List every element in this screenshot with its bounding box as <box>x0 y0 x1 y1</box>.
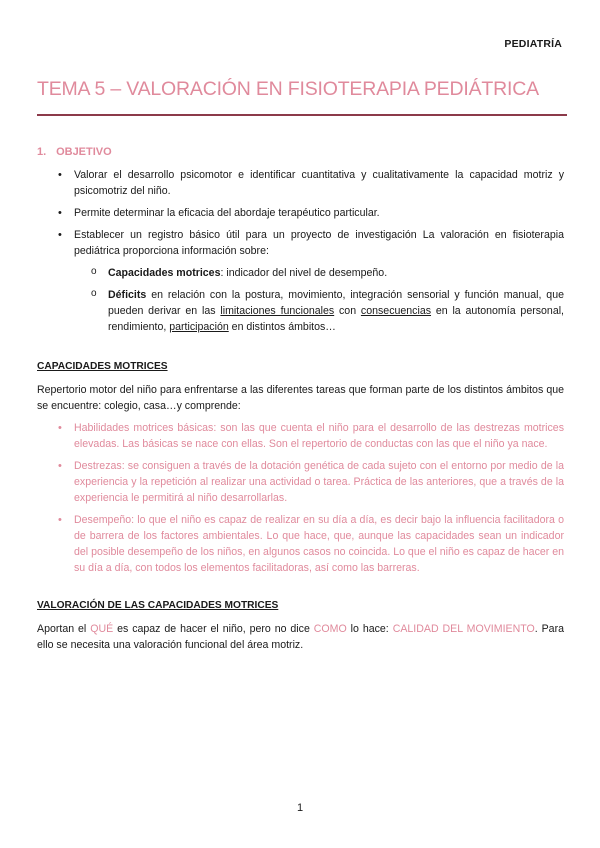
underlined-term: consecuencias <box>360 305 432 317</box>
valoracion-paragraph <box>37 621 564 653</box>
sublist-item <box>74 265 564 281</box>
objetivo-heading-text: OBJETIVO <box>56 146 112 158</box>
term: Habilidades motrices básicas <box>74 422 214 434</box>
list-item: • Permite determinar la eficacia del abordaje terapéutico particular. <box>37 205 564 221</box>
underlined-term: limitaciones funcionales <box>220 305 335 317</box>
objetivo-number: 1. <box>37 146 47 158</box>
course-header: PEDIATRÍA <box>504 38 562 50</box>
sub-text: en distintos ámbitos… <box>228 321 336 333</box>
text: lo hace: <box>346 623 393 635</box>
page-title: TEMA 5 – VALORACIÓN EN FISIOTERAPIA PEDIÁTRICA <box>37 78 539 100</box>
list-item-text: Establecer un registro básico útil para un proyecto de investigación La valoración en fisioterapia pediátrica proporciona información sobre: <box>74 229 564 257</box>
capacidades-intro: Repertorio motor del niño para enfrentarse a las diferentes tareas que forman parte de los distintos ámbitos que se encuentre: colegio, casa…y comprende: <box>37 384 564 412</box>
objetivo-list <box>37 167 564 335</box>
sub-text: en la autonomía personal, rendimiento, <box>108 305 565 333</box>
sub-text: en relación con la postura, movimiento, integración sensorial y función manual, que pueden derivar en las <box>108 289 564 317</box>
list-item <box>37 227 564 335</box>
capacidades-heading: CAPACIDADES MOTRICES <box>37 361 168 372</box>
objetivo-sublist <box>74 265 564 335</box>
list-item <box>37 512 564 576</box>
sublist-item <box>74 287 564 335</box>
list-item: • Valorar el desarrollo psicomotor e identificar cuantitativa y cualitativamente la capacidad motriz y psicomotriz del niño. <box>37 167 564 199</box>
text: Aportan el <box>37 623 91 635</box>
keyword: QUÉ <box>90 623 114 635</box>
document-body <box>37 144 564 659</box>
capacidades-list <box>37 420 564 576</box>
term-definition: : lo que el niño es capaz de realizar en su día a día, es decir bajo la influencia facilitadora o de barrera de los factores ambientales. Lo que hace, que, aunque las capacidades sean un indicador del posible desempeño de los niños, en algunos casos no coincida. Lo que el niño es capaz de hacer en su día a día, con todos los elementos facilitadoras, así como las barreras. <box>74 514 565 574</box>
term: Destrezas <box>74 460 122 472</box>
sub-text: con <box>334 305 361 317</box>
text: . Para ello se necesita una valoración funcional del área motriz. <box>37 623 564 651</box>
keyword: COMO <box>313 623 347 635</box>
list-item <box>37 458 564 506</box>
objetivo-heading <box>37 144 564 160</box>
valoracion-heading: VALORACIÓN DE LAS CAPACIDADES MOTRICES <box>37 600 279 611</box>
term: Desempeño <box>74 514 132 526</box>
sub-term: Déficits <box>108 289 147 301</box>
keyword: CALIDAD DEL MOVIMIENTO <box>392 623 535 635</box>
sub-term: Capacidades motrices <box>108 267 221 279</box>
sub-text: : indicador del nivel de desempeño. <box>220 267 388 279</box>
text: es capaz de hacer el niño, pero no dice <box>113 623 314 635</box>
term-definition: : son las que cuenta el niño para el desarrollo de las destrezas motrices elevadas. Las básicas se nace con ellas. Son el repertorio de conductas con las que el niño ya nace. <box>74 422 564 450</box>
list-item <box>37 420 564 452</box>
underlined-term: participación <box>169 321 229 333</box>
title-divider <box>37 114 567 116</box>
page-number: 1 <box>296 802 304 814</box>
term-definition: : se consiguen a través de la dotación genética de cada sujeto con el entorno por medio de la experiencia y la repetición al realizar una actividad o tarea. Práctica de las anteriores, que a través de la experiencia le permitirá al niño desarrollarlas. <box>74 460 564 504</box>
